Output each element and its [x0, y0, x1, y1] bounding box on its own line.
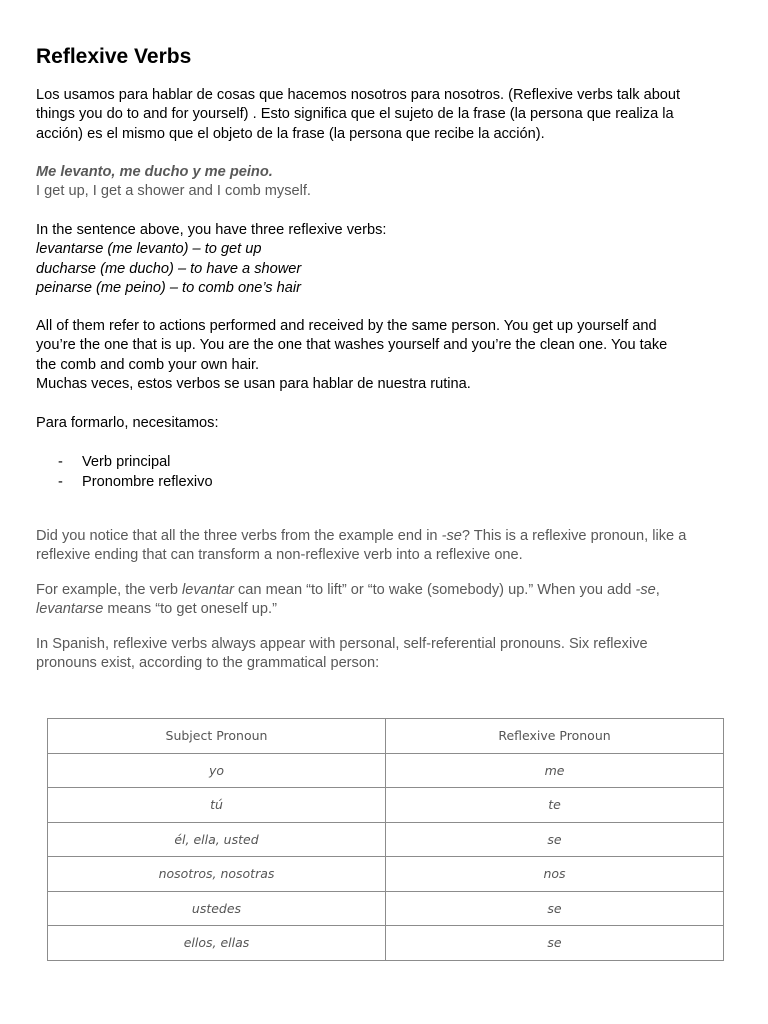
table-row	[48, 753, 724, 788]
page-title: Reflexive Verbs	[36, 45, 192, 68]
table-row	[48, 857, 724, 892]
reflexive-pronoun-cell: te	[386, 788, 724, 823]
subject-pronoun-cell: ellos, ellas	[48, 926, 386, 961]
explanation-line: Muchas veces, estos verbos se usan para hablar de nuestra rutina.	[36, 376, 471, 393]
reflexive-pronoun-cell: se	[386, 891, 724, 926]
example2-text: means “to get oneself up.”	[103, 601, 277, 618]
list-item-label: Verb principal	[82, 454, 171, 470]
subject-pronoun-cell: ustedes	[48, 891, 386, 926]
explanation-line: you’re the one that is up. You are the one that washes yourself and you’re the clean one. You take	[36, 337, 668, 354]
example2-emphasis: -se	[635, 582, 656, 598]
intro-line: Los usamos para hablar de cosas que hacemos nosotros para nosotros. (Reflexive verbs talk about	[36, 87, 681, 103]
notice-text: Did you notice that all the three verbs from the example end in	[36, 528, 442, 544]
example2-text: can mean “to lift” or “to wake (somebody) up.” When you add	[233, 582, 636, 598]
explanation-line: the comb and comb your own hair.	[36, 356, 260, 373]
notice-text: ? This is a reflexive pronoun, like a	[461, 528, 687, 544]
table-row	[48, 926, 724, 961]
list-item	[36, 472, 213, 492]
dash-bullet: -	[58, 454, 63, 470]
reflexive-pronoun-cell: nos	[386, 857, 724, 892]
spanish-note-line: pronouns exist, according to the grammatical person:	[36, 655, 380, 672]
table-row	[48, 788, 724, 823]
formation-list	[36, 452, 213, 492]
dash-bullet: -	[58, 474, 63, 490]
notice-line: reflexive ending that can transform a non-reflexive verb into a reflexive one.	[36, 547, 523, 564]
formation-intro: Para formarlo, necesitamos:	[36, 415, 219, 431]
example2-text: For example, the verb	[36, 582, 183, 598]
explanation-line: All of them refer to actions performed and received by the same person. You get up yourself and	[36, 318, 657, 334]
explanation-paragraph	[36, 317, 736, 395]
verb-item: levantarse (me levanto) – to get up	[36, 241, 262, 258]
notice-line	[36, 527, 736, 546]
verbs-intro: In the sentence above, you have three reflexive verbs:	[36, 222, 387, 238]
verb-item: ducharse (me ducho) – to have a shower	[36, 260, 302, 277]
spanish-note-paragraph	[36, 635, 736, 674]
reflexive-pronoun-cell: me	[386, 753, 724, 788]
intro-line: acción) es el mismo que el objeto de la frase (la persona que recibe la acción).	[36, 125, 545, 142]
table-header-row	[48, 719, 724, 754]
notice-paragraph	[36, 527, 736, 566]
example2-paragraph	[36, 581, 736, 620]
subject-pronoun-cell: nosotros, nosotras	[48, 857, 386, 892]
example-english: I get up, I get a shower and I comb myself.	[36, 183, 311, 200]
table-row	[48, 822, 724, 857]
example2-emphasis: levantar	[182, 582, 234, 598]
verb-item: peinarse (me peino) – to comb one’s hair	[36, 280, 301, 297]
list-item	[36, 452, 213, 472]
verbs-list	[36, 221, 736, 299]
example2-text: ,	[655, 582, 660, 598]
example-sentence	[36, 163, 736, 202]
subject-pronoun-cell: tú	[48, 788, 386, 823]
spanish-note-line: In Spanish, reflexive verbs always appear with personal, self-referential pronouns. Six reflexive	[36, 636, 648, 652]
list-item-label: Pronombre reflexivo	[82, 474, 213, 490]
pronoun-table	[47, 718, 724, 961]
example2-line	[36, 600, 736, 619]
subject-pronoun-cell: yo	[48, 753, 386, 788]
intro-paragraph	[36, 86, 736, 144]
example-spanish: Me levanto, me ducho y me peino.	[36, 164, 273, 180]
column-header-reflexive: Reflexive Pronoun	[386, 719, 724, 754]
column-header-subject: Subject Pronoun	[48, 719, 386, 754]
intro-line: things you do to and for yourself) . Esto significa que el sujeto de la frase (la persona que realiza la	[36, 106, 674, 123]
notice-emphasis: -se	[441, 528, 462, 544]
table-row	[48, 891, 724, 926]
reflexive-pronoun-cell: se	[386, 822, 724, 857]
reflexive-pronoun-cell: se	[386, 926, 724, 961]
subject-pronoun-cell: él, ella, usted	[48, 822, 386, 857]
example2-emphasis: levantarse	[36, 601, 104, 618]
example2-line	[36, 581, 736, 600]
